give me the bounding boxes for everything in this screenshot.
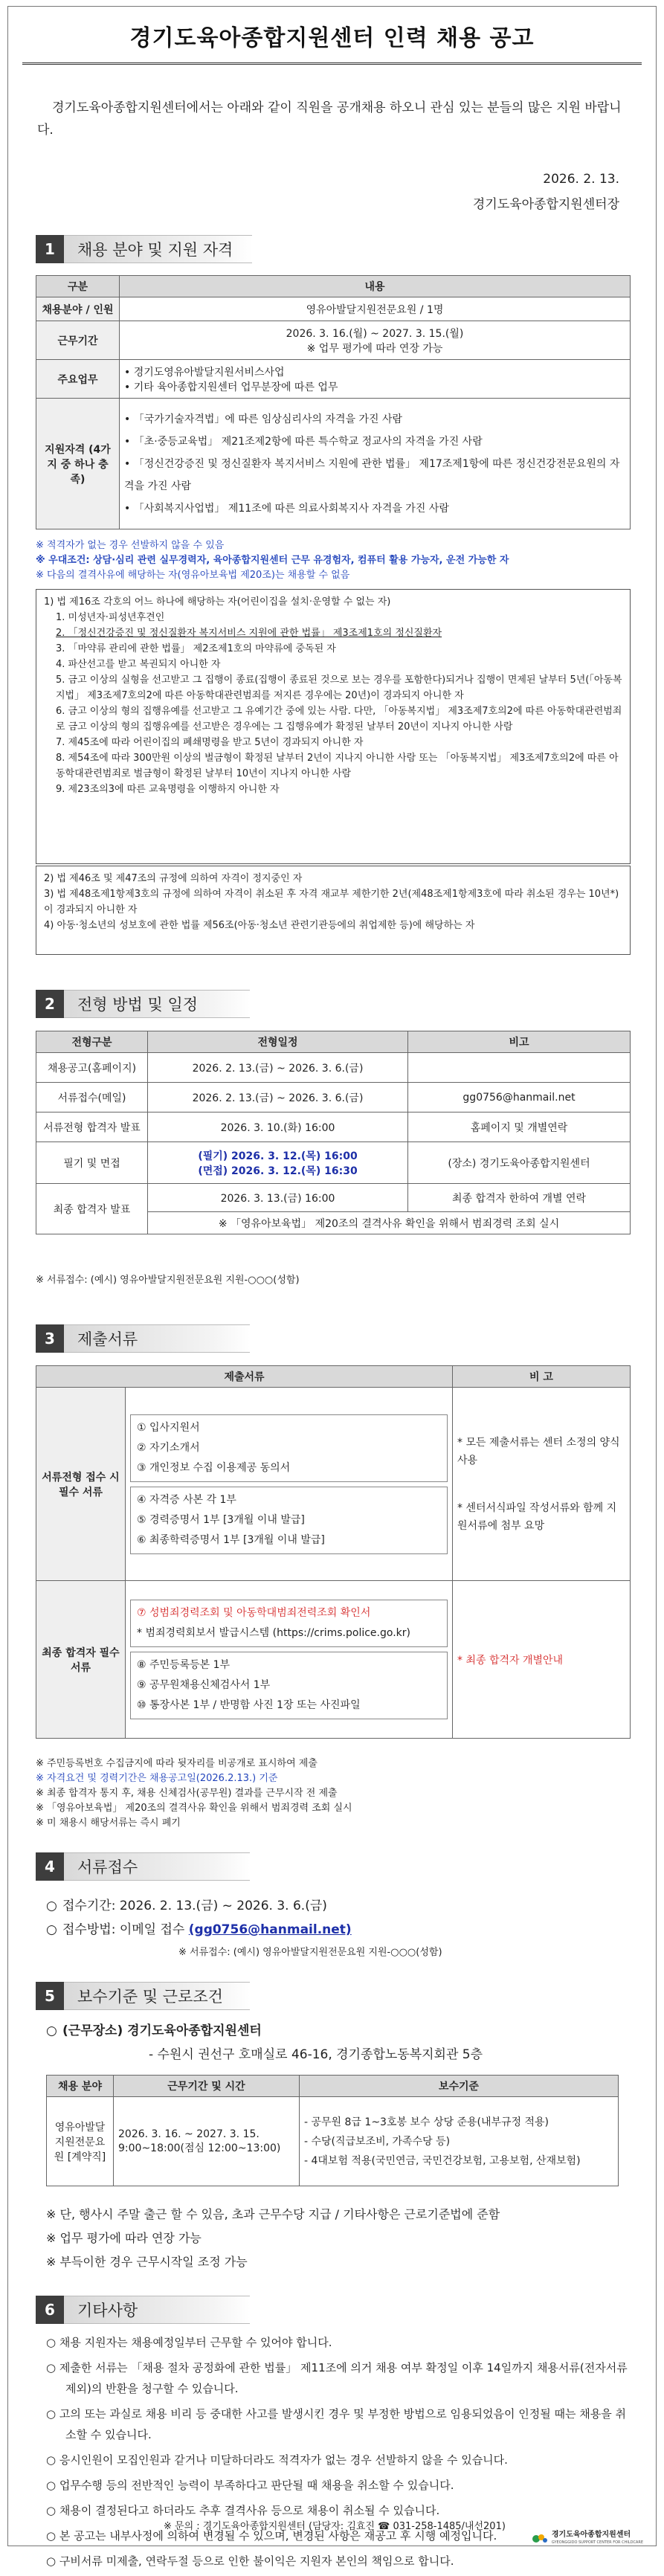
doc-item: ⑧ 주민등록등본 1부 <box>137 1659 231 1671</box>
section-number: 3 <box>36 1324 64 1353</box>
section-number: 4 <box>36 1852 64 1881</box>
doc-remark-screening <box>453 1388 631 1581</box>
misc-item: ○ 업무수행 등의 전반적인 능력이 부족하다고 판단될 때 채용을 취소할 수 있습니다. <box>46 2479 454 2492</box>
doc-item: ② 자기소개서 <box>137 1441 200 1454</box>
qualification-item: • 「정신건강증진 및 정신질환자 복지서비스 지원에 관한 법률」 제17조제1항에 따른 정신건강전문요원의 자격을 가진 사람 <box>124 453 625 498</box>
disq-item: 4. 파산선고를 받고 복권되지 아니한 자 <box>56 659 221 670</box>
header-note: 비고 <box>408 1031 631 1053</box>
remark-text: * 센터서식파일 작성서류와 함께 지원서류에 첨부 요망 <box>457 1501 617 1532</box>
value-qualification <box>120 399 631 529</box>
title-divider <box>22 62 642 65</box>
section-1-notes <box>36 538 631 583</box>
notice-date: 2026. 2. 13. <box>543 172 619 187</box>
schedule-cell: 2026. 2. 13.(금) ~ 2026. 3. 6.(금) <box>148 1083 408 1112</box>
period-cell <box>114 2097 300 2186</box>
qualification-item: • 「사회복지사업법」 제11조에 따른 의료사회복지사 자격을 가진 사람 <box>124 498 625 520</box>
value-duties <box>120 360 631 399</box>
misc-item: ○ 채용 지원자는 채용예정일부터 근무할 수 있어야 합니다. <box>46 2336 332 2349</box>
stage-cell: 필기 및 면접 <box>36 1142 148 1184</box>
note-cell: (장소) 경기도육아종합지원센터 <box>408 1142 631 1184</box>
disq-extra-item: 2) 법 제46조 및 제47조의 규정에 의하여 자격이 정지중인 자 <box>44 873 303 884</box>
note-line: ※ 단, 행사시 주말 출근 할 수 있음, 초과 근무수당 지급 / 기타사항은 근로기준법에 준함 <box>46 2207 500 2221</box>
email-cell[interactable]: gg0756@hanmail.net <box>408 1083 631 1112</box>
note-line: ※ 업무 평가에 따라 연장 가능 <box>46 2231 202 2245</box>
pay-item: - 4대보험 적용(국민연금, 국민건강보험, 고용보험, 산재보험) <box>304 2154 581 2167</box>
misc-item: ○ 채용이 결정된다고 하더라도 추후 결격사유 등으로 채용이 취소될 수 있습니다. <box>46 2504 440 2517</box>
period-label: 접수기간: <box>62 1899 116 1913</box>
header-content: 내용 <box>120 276 631 297</box>
label-period: 근무기간 <box>36 321 120 360</box>
misc-item: ○ 고의 또는 과실로 채용 비리 등 중대한 사고를 발생시킨 경우 및 부정한 방법으로 임용되었음이 인정될 때는 채용을 취소할 수 있습니다. <box>46 2407 626 2441</box>
doc-item: ④ 자격증 사본 각 1부 <box>137 1493 236 1506</box>
section-number: 1 <box>36 235 64 263</box>
note-line: ※ 주민등록번호 수집금지에 따라 뒷자리를 비공개로 표시하여 제출 <box>36 1758 318 1769</box>
qualification-item: • 「초·중등교육법」 제21조제2항에 따른 특수학교 정교사의 자격을 가진 사람 <box>124 431 625 453</box>
disq-head: 1) 법 제16조 각호의 어느 하나에 해당하는 자(어린이집을 설치·운영할 수 없는 자) <box>44 596 391 608</box>
work-period: 2026. 3. 16. ~ 2027. 3. 15. <box>118 2128 260 2140</box>
schedule-cell: 2026. 2. 13.(금) ~ 2026. 3. 6.(금) <box>148 1053 408 1083</box>
section-6-header <box>36 2295 250 2325</box>
documents-table <box>36 1365 631 1739</box>
doc-item: ⑨ 공무원채용신체검사서 1부 <box>137 1679 271 1691</box>
period-dates: 2026. 3. 16.(월) ~ 2027. 3. 15.(월) <box>286 327 464 340</box>
pay-table <box>46 2075 619 2186</box>
disq-extra-item: 3) 법 제48조제1항제3호의 규정에 의하여 자격이 취소된 후 자격 재교부 제한기한 2년(제48조제1항제3호에 따라 취소된 경우는 10년*)이 경과되지 아니한 자 <box>44 889 619 915</box>
label-qualification: 지원자격 (4가지 중 하나 충족) <box>36 399 120 529</box>
doc-item: ① 입사지원서 <box>137 1421 200 1434</box>
disq-item: 9. 제23조의3에 따른 교육명령을 이행하지 아니한 자 <box>56 784 280 795</box>
stage-cell: 최종 합격자 발표 <box>36 1184 148 1234</box>
schedule-footnote: ※ 「영유아보육법」 제20조의 결격사유 확인을 위해서 범죄경력 조회 실시 <box>148 1212 631 1234</box>
schedule-email-note: ※ 서류접수: (예시) 영유아발달지원전문요원 지원-○○○(성함) <box>36 1275 300 1286</box>
disq-item: 7. 제45조에 따라 어린이집의 폐쇄명령을 받고 5년이 경과되지 아니한 자 <box>56 737 364 748</box>
work-place: ○ (근무장소) 경기도육아종합지원센터 <box>46 2023 262 2038</box>
section-title: 전형 방법 및 일정 <box>64 990 250 1018</box>
section-4-header <box>36 1852 250 1881</box>
logo-icon <box>532 2534 547 2544</box>
logo-name: 경기도육아종합지원센터 <box>551 2531 631 2539</box>
doc-group-final: 최종 합격자 필수 서류 <box>36 1581 126 1739</box>
note-line: ※ 적격자가 없는 경우 선발하지 않을 수 있음 <box>36 540 225 551</box>
section-title: 제출서류 <box>64 1324 250 1353</box>
remark-text: * 모든 제출서류는 센터 소정의 양식 사용 <box>457 1436 620 1466</box>
recruitment-field-table <box>36 275 631 529</box>
center-logo <box>532 2531 643 2546</box>
doc-group-screening: 서류전형 접수 시 필수 서류 <box>36 1388 126 1581</box>
header-documents: 제출서류 <box>36 1366 453 1388</box>
value-period <box>120 321 631 360</box>
doc-item: ⑩ 통장사본 1부 / 반명함 사진 1장 또는 사진파일 <box>137 1699 361 1711</box>
note-line: ※ 부득이한 경우 근무시작일 조정 가능 <box>46 2255 248 2269</box>
written-test-time: (필기) 2026. 3. 12.(목) 16:00 <box>198 1150 358 1162</box>
doc-remark-final: * 최종 합격자 개별안내 <box>453 1581 631 1739</box>
application-method: ○ 접수방법: 이메일 접수 (gg0756@hanmail.net) <box>46 1922 352 1937</box>
section-3-header <box>36 1324 250 1353</box>
period-note: ※ 업무 평가에 따라 연장 가능 <box>306 342 443 355</box>
qualification-item: • 「국가기술자격법」에 따른 임상심리사의 자격을 가진 사람 <box>124 408 625 431</box>
stage-cell: 채용공고(홈페이지) <box>36 1053 148 1083</box>
section-1-header <box>36 234 252 264</box>
notice-issuer: 경기도육아종합지원센터장 <box>472 197 619 212</box>
header-category: 구분 <box>36 276 120 297</box>
method-label: 접수방법: 이메일 접수 <box>62 1922 185 1937</box>
disq-extra-item: 4) 아동·청소년의 성보호에 관한 법률 제56조(아동·청소년 관련기관등에의 취업제한 등)에 해당하는 자 <box>44 920 475 931</box>
doc-item: ⑤ 경력증명서 1부 [3개월 이내 발급] <box>137 1513 305 1526</box>
stage-cell: 서류접수(메일) <box>36 1083 148 1112</box>
section-5-header <box>36 1981 250 2011</box>
note-cell: 홈페이지 및 개별연락 <box>408 1112 631 1142</box>
stage-cell: 서류전형 합격자 발표 <box>36 1112 148 1142</box>
schedule-cell <box>148 1142 408 1184</box>
application-period: ○ 접수기간: 2026. 2. 13.(금) ~ 2026. 3. 6.(금) <box>46 1899 327 1913</box>
duty-item: • 기타 육아종합지원센터 업무분장에 따른 업무 <box>124 379 625 394</box>
disqualification-box-extra <box>36 866 631 955</box>
label-duties: 주요업무 <box>36 360 120 399</box>
disq-item: 1. 미성년자·피성년후견인 <box>56 612 165 623</box>
header-period: 근무기간 및 시간 <box>114 2076 300 2097</box>
doc-item: ⑥ 최종학력증명서 1부 [3개월 이내 발급] <box>137 1533 325 1546</box>
schedule-cell: 2026. 3. 13.(금) 16:00 <box>148 1184 408 1212</box>
notice-date-block <box>473 167 619 217</box>
disqualification-box <box>36 589 631 864</box>
section-title: 기타사항 <box>64 2296 250 2324</box>
work-address: - 수원시 권선구 호매실로 46-16, 경기종합노동복지회관 5층 <box>149 2047 483 2062</box>
label-field: 채용분야 / 인원 <box>36 297 120 321</box>
application-note: ※ 서류접수: (예시) 영유아발달지원전문요원 지원-○○○(성함) <box>178 1947 442 1958</box>
section-title: 서류접수 <box>64 1852 250 1881</box>
disq-item: 2. 「정신건강증진 및 정신질환자 복지서비스 지원에 관한 법률」 제3조제1호의 정신질환자 <box>56 628 442 639</box>
contact-info: ※ 문의 : 경기도육아종합지원센터 (담당자: 김효진 ☎ 031-258-1485/내선201) <box>164 2521 506 2532</box>
header-schedule: 전형일정 <box>148 1031 408 1053</box>
section-title: 보수기준 및 근로조건 <box>64 1982 250 2010</box>
misc-item: ○ 응시인원이 모집인원과 같거나 미달하더라도 적격자가 없는 경우 선발하지 않을 수 있습니다. <box>46 2453 508 2467</box>
disq-item: 3. 「마약류 관리에 관한 법률」 제2조제1호의 마약류에 중독된 자 <box>56 643 336 654</box>
note-line: ※ 미 채용시 해당서류는 즉시 폐기 <box>36 1817 181 1829</box>
doc-list-screening <box>126 1388 453 1581</box>
field-cell: 영유아발달지원전문요원 [계약직] <box>47 2097 114 2186</box>
misc-item: ○ 본 공고는 내부사정에 의하여 변경될 수 있으며, 변경된 사항은 재공고 후 시행 예정입니다. <box>46 2529 497 2543</box>
disq-item: 5. 금고 이상의 실형을 선고받고 그 집행이 종료(집행이 종료된 것으로 보는 경우를 포함한다)되거나 집행이 면제된 날부터 5년(「아동복지법」 제3조제7호의2에 따른 아동학대관련범죄를 저지른 경우에는 20년)이 경과되지 아니한 자 <box>56 674 622 701</box>
duty-item: • 경기도영유아발달지원서비스사업 <box>124 364 625 379</box>
note-cell <box>408 1053 631 1083</box>
header-field: 채용 분야 <box>47 2076 114 2097</box>
logo-sub: GYEONGGIDO SUPPORT CENTER FOR CHILDCARE <box>551 2540 643 2545</box>
doc-item: ③ 개인정보 수집 이용제공 동의서 <box>137 1461 291 1474</box>
value-field: 영유아발달지원전문요원 / 1명 <box>120 297 631 321</box>
section-3-notes <box>36 1756 631 1831</box>
page-title: 경기도육아종합지원센터 인력 채용 공고 <box>129 25 535 51</box>
header-remarks: 비 고 <box>453 1366 631 1388</box>
note-preferred: ※ 우대조건: 상담·심리 관련 실무경력자, 육아종합지원센터 근무 유경험자, 컴퓨터 활용 가능자, 운전 가능한 자 <box>36 555 509 566</box>
doc-item: ⑦ 성범죄경력조회 및 아동학대범죄전력조회 확인서 <box>137 1607 371 1619</box>
header-pay: 보수기준 <box>300 2076 619 2097</box>
note-line: ※ 다음의 결격사유에 해당하는 자(영유아보육법 제20조)는 채용할 수 없음 <box>36 570 350 581</box>
note-line: ※ 자격요건 및 경력기간은 채용공고일(2026.2.13.) 기준 <box>36 1773 278 1784</box>
work-hours: 9:00~18:00(점심 12:00~13:00) <box>118 2142 281 2154</box>
section-5-notes <box>46 2203 634 2274</box>
misc-item: ○ 구비서류 미제출, 연락두절 등으로 인한 불이익은 지원자 본인의 책임으로 합니다. <box>46 2554 454 2568</box>
note-cell: 최종 합격자 한하여 개별 연락 <box>408 1184 631 1212</box>
section-number: 5 <box>36 1982 64 2010</box>
period-value: 2026. 2. 13.(금) ~ 2026. 3. 6.(금) <box>119 1899 327 1913</box>
schedule-table <box>36 1031 631 1234</box>
pay-item: - 공무원 8급 1~3호봉 보수 상당 준용(내부규정 적용) <box>304 2116 549 2128</box>
doc-item: * 범죄경력회보서 발급시스템 (https://crims.police.go.kr) <box>137 1627 410 1639</box>
email-link[interactable]: (gg0756@hanmail.net) <box>188 1922 352 1937</box>
disq-item: 6. 금고 이상의 형의 집행유예를 선고받고 그 유예기간 중에 있는 사람. 다만, 「아동복지법」 제3조제7호의2에 따른 아동학대관련범죄로 금고 이상의 형의 집행유예를 선고받은 경우에는 그 집행유예가 확정된 날부터 20년이 지나지 아니한 사람 <box>56 706 622 732</box>
pay-cell <box>300 2097 619 2186</box>
interview-time: (면접) 2026. 3. 12.(목) 16:30 <box>198 1165 358 1177</box>
section-2-header <box>36 989 250 1019</box>
schedule-cell: 2026. 3. 10.(화) 16:00 <box>148 1112 408 1142</box>
pay-item: - 수당(직급보조비, 가족수당 등) <box>304 2135 451 2148</box>
intro-text: 경기도육아종합지원센터에서는 아래와 같이 직원을 공개채용 하오니 관심 있는 분들의 많은 지원 바랍니다. <box>37 100 622 138</box>
disq-item: 8. 제54조에 따라 300만원 이상의 벌금형이 확정된 날부터 2년이 지나지 아니한 사람 또는 「아동복지법」 제3조제7호의2에 따른 아동학대관련범죄로 벌금형이 확정된 날부터 10년이 지나지 아니한 사람 <box>56 753 619 779</box>
note-line: ※ 「영유아보육법」 제20조의 결격사유 확인을 위해서 범죄경력 조회 실시 <box>36 1803 352 1814</box>
section-number: 2 <box>36 990 64 1018</box>
doc-list-final <box>126 1581 453 1739</box>
header-stage: 전형구분 <box>36 1031 148 1053</box>
section-title: 채용 분야 및 지원 자격 <box>64 235 252 263</box>
section-number: 6 <box>36 2296 64 2324</box>
note-line: ※ 최종 합격자 통지 후, 채용 신체검사(공무원) 결과를 근무시작 전 제출 <box>36 1788 338 1799</box>
misc-item: ○ 제출한 서류는 「채용 절차 공정화에 관한 법률」 제11조에 의거 채용 여부 확정일 이후 14일까지 채용서류(전자서류 제외)의 반환을 청구할 수 있습니다. <box>46 2361 628 2395</box>
